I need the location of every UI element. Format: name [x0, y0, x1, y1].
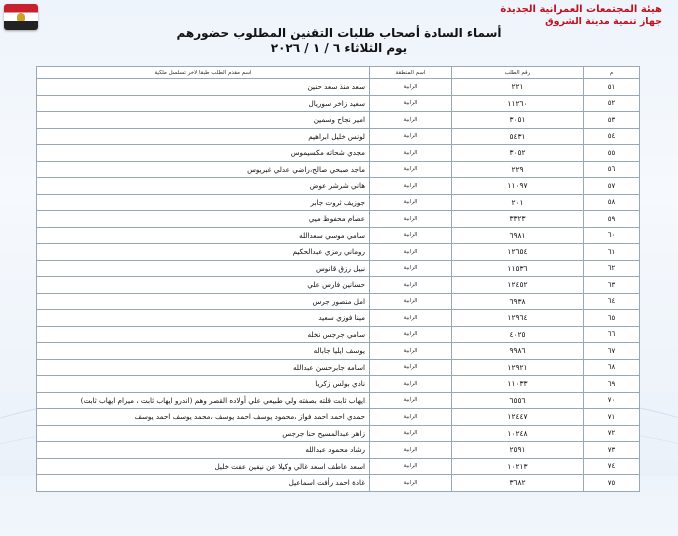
cell-num: ٥٣	[584, 112, 640, 129]
table-row	[37, 310, 640, 327]
cell-request-number: ١٢٩٦٤	[452, 310, 584, 327]
cell-request-number: ١٢٤٤٧	[452, 409, 584, 426]
cell-area: الرابية	[370, 260, 452, 277]
table-body	[37, 79, 640, 492]
cell-request-number: ١٠٢٤٨	[452, 425, 584, 442]
cell-request-number: ٢٢١	[452, 79, 584, 96]
cell-area: الرابية	[370, 244, 452, 261]
cell-applicant-name: نادي بولس زكريا	[37, 376, 370, 393]
cell-num: ٥٨	[584, 194, 640, 211]
cell-request-number: ٦٩٨١	[452, 227, 584, 244]
cell-applicant-name: غادة احمد رأفت اسماعيل	[37, 475, 370, 492]
table-row	[37, 112, 640, 129]
cell-request-number: ٣٦٨٢	[452, 475, 584, 492]
table-row	[37, 244, 640, 261]
cell-applicant-name: نبيل رزق قانوس	[37, 260, 370, 277]
cell-applicant-name: امل منصور جرس	[37, 293, 370, 310]
cell-area: الرابية	[370, 392, 452, 409]
cell-request-number: ١٢٤٥٢	[452, 277, 584, 294]
cell-area: الرابية	[370, 112, 452, 129]
cell-num: ٧٠	[584, 392, 640, 409]
cell-applicant-name: حسانين فارس علي	[37, 277, 370, 294]
cell-num: ٥٤	[584, 128, 640, 145]
cell-area: الرابية	[370, 475, 452, 492]
eagle-emblem-icon	[17, 13, 25, 21]
cell-applicant-name: سامي جرجس نخله	[37, 326, 370, 343]
table-row	[37, 194, 640, 211]
cell-request-number: ٣٠٥١	[452, 112, 584, 129]
cell-area: الرابية	[370, 458, 452, 475]
cell-applicant-name: حمدي احمد احمد فواز ،محمود يوسف احمد يوسف ،محمد يوسف احمد يوسف	[37, 409, 370, 426]
cell-num: ٦٤	[584, 293, 640, 310]
table-row	[37, 260, 640, 277]
header-request-number: رقم الطلب	[452, 67, 584, 79]
cell-area: الرابية	[370, 376, 452, 393]
table-row	[37, 392, 640, 409]
cell-num: ٥٦	[584, 161, 640, 178]
cell-applicant-name: اسعد عاطف اسعد غالي وكيلا عن نيفين عفت خليل	[37, 458, 370, 475]
table-row	[37, 376, 640, 393]
table-header-row	[37, 67, 640, 79]
cell-num: ٦١	[584, 244, 640, 261]
cell-num: ٥٧	[584, 178, 640, 195]
table-row	[37, 293, 640, 310]
cell-area: الرابية	[370, 95, 452, 112]
cell-request-number: ٣٠٥٢	[452, 145, 584, 162]
table-row	[37, 277, 640, 294]
cell-num: ٧٤	[584, 458, 640, 475]
header-area: اسم المنطقة	[370, 67, 452, 79]
cell-area: الرابية	[370, 79, 452, 96]
cell-num: ٦٦	[584, 326, 640, 343]
table-row	[37, 343, 640, 360]
cell-num: ٥٥	[584, 145, 640, 162]
table-row	[37, 425, 640, 442]
cell-area: الرابية	[370, 178, 452, 195]
cell-area: الرابية	[370, 161, 452, 178]
cell-request-number: ٥٤٣١	[452, 128, 584, 145]
cell-applicant-name: عصام محفوظ ميي	[37, 211, 370, 228]
header-applicant-name: اسم مقدم الطلب طبقا لاخر تسلسل ملكية	[37, 67, 370, 79]
cell-applicant-name: روماني رمزي عبدالحكيم	[37, 244, 370, 261]
cell-applicant-name: يوسف ايليا جاباله	[37, 343, 370, 360]
cell-applicant-name: جوزيف ثروت جابر	[37, 194, 370, 211]
table-row	[37, 128, 640, 145]
org-branch: جهاز تنمية مدينة الشروق	[545, 16, 662, 27]
cell-num: ٥١	[584, 79, 640, 96]
table-row	[37, 442, 640, 459]
cell-area: الرابية	[370, 145, 452, 162]
cell-request-number: ١٠٢١٣	[452, 458, 584, 475]
cell-area: الرابية	[370, 293, 452, 310]
cell-num: ٧٣	[584, 442, 640, 459]
cell-num: ٦٥	[584, 310, 640, 327]
header-num: م	[584, 67, 640, 79]
applicants-table-container	[36, 66, 639, 492]
cell-num: ٦٨	[584, 359, 640, 376]
cell-num: ٦٧	[584, 343, 640, 360]
cell-request-number: ٢٠١	[452, 194, 584, 211]
table-row	[37, 458, 640, 475]
cell-area: الرابية	[370, 128, 452, 145]
cell-num: ٥٩	[584, 211, 640, 228]
cell-request-number: ٤٠٢٥	[452, 326, 584, 343]
cell-request-number: ١٢٩٢١	[452, 359, 584, 376]
table-row	[37, 178, 640, 195]
page-date: يوم الثلاثاء ٦ / ١ / ٢٠٢٦	[270, 41, 408, 55]
table-row	[37, 227, 640, 244]
cell-applicant-name: ماجد صبحي صالح،راضي عدلي غبريوس	[37, 161, 370, 178]
cell-area: الرابية	[370, 326, 452, 343]
cell-applicant-name: مينا فوزي سعيد	[37, 310, 370, 327]
cell-request-number: ٣٣٢٣	[452, 211, 584, 228]
organization-header	[500, 4, 662, 28]
table-row	[37, 475, 640, 492]
cell-applicant-name: امير نجاح وسمين	[37, 112, 370, 129]
cell-request-number: ٦٩٣٨	[452, 293, 584, 310]
cell-applicant-name: مجدي شحاته مكسيموس	[37, 145, 370, 162]
cell-request-number: ٢٢٩	[452, 161, 584, 178]
cell-area: الرابية	[370, 227, 452, 244]
cell-applicant-name: سعيد زاخر سوريال	[37, 95, 370, 112]
cell-area: الرابية	[370, 277, 452, 294]
page-title: أسماء السادة أصحاب طلبات التقنين المطلوب حضورهم	[176, 26, 502, 40]
cell-applicant-name: اسامه جابرحسن عبدالله	[37, 359, 370, 376]
cell-applicant-name: لونس خليل ابراهيم	[37, 128, 370, 145]
cell-area: الرابية	[370, 442, 452, 459]
cell-num: ٧١	[584, 409, 640, 426]
table-row	[37, 326, 640, 343]
cell-num: ٦٠	[584, 227, 640, 244]
cell-request-number: ١١٠٣٣	[452, 376, 584, 393]
cell-num: ٦٢	[584, 260, 640, 277]
cell-applicant-name: سعد منذ سعد حنين	[37, 79, 370, 96]
cell-request-number: ١١٠٩٧	[452, 178, 584, 195]
cell-num: ٦٩	[584, 376, 640, 393]
table-row	[37, 161, 640, 178]
cell-area: الرابية	[370, 343, 452, 360]
cell-area: الرابية	[370, 359, 452, 376]
cell-applicant-name: هاني شرشر عوض	[37, 178, 370, 195]
cell-area: الرابية	[370, 409, 452, 426]
cell-request-number: ١١٥٣٦	[452, 260, 584, 277]
cell-area: الرابية	[370, 194, 452, 211]
cell-request-number: ٩٩٨٦	[452, 343, 584, 360]
cell-request-number: ٢٥٩١	[452, 442, 584, 459]
cell-request-number: ٦٥٥٦	[452, 392, 584, 409]
cell-area: الرابية	[370, 425, 452, 442]
table-row	[37, 211, 640, 228]
cell-request-number: ١٢٦٥٤	[452, 244, 584, 261]
cell-num: ٦٣	[584, 277, 640, 294]
cell-area: الرابية	[370, 310, 452, 327]
table-row	[37, 145, 640, 162]
cell-applicant-name: ايهاب ثابت قلته بصفته ولي طبيعي علي أولاده القصر وهم (اندرو ايهاب ثابت ، ميرام ايهاب ثابت)	[37, 392, 370, 409]
cell-applicant-name: سامي موسي سعدالله	[37, 227, 370, 244]
cell-num: ٧٥	[584, 475, 640, 492]
table-row	[37, 359, 640, 376]
cell-applicant-name: رشاد محمود عبدالله	[37, 442, 370, 459]
cell-request-number: ١١٢٦٠	[452, 95, 584, 112]
cell-num: ٥٢	[584, 95, 640, 112]
table-row	[37, 79, 640, 96]
table-row	[37, 409, 640, 426]
org-name: هيئة المجتمعات العمرانية الجديدة	[500, 4, 662, 15]
table-row	[37, 95, 640, 112]
cell-applicant-name: زاهر عبدالمسيح حنا جرجس	[37, 425, 370, 442]
applicants-table	[36, 66, 640, 492]
cell-area: الرابية	[370, 211, 452, 228]
cell-num: ٧٢	[584, 425, 640, 442]
